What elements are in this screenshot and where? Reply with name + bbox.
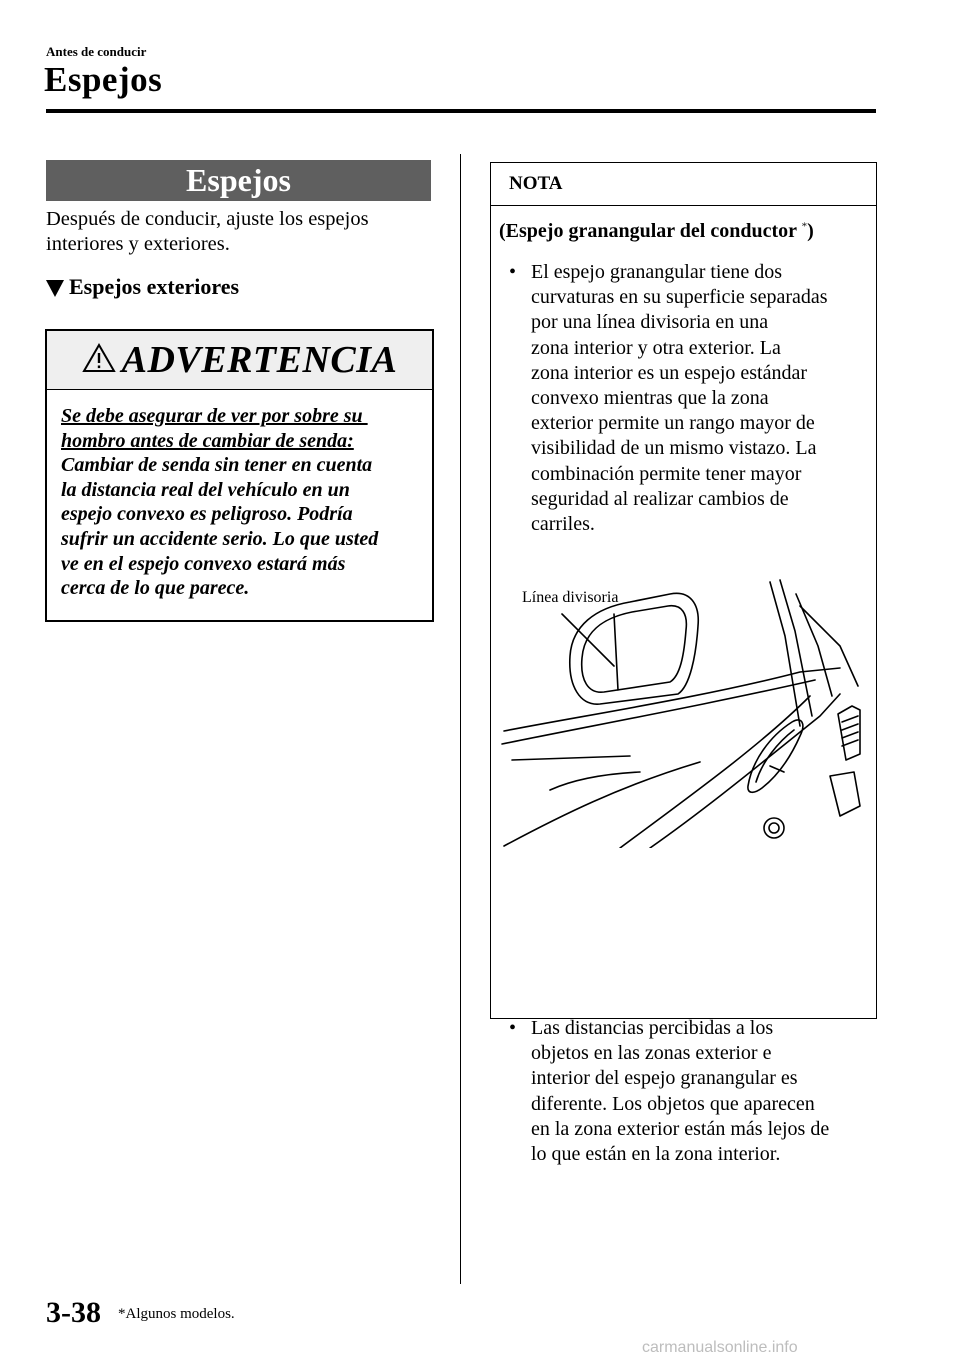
warning-title: ADVERTENCIA: [121, 339, 398, 381]
note-header: [491, 163, 876, 206]
warning-line: hombro antes de cambiar de senda:: [61, 429, 354, 452]
note-title: NOTA: [509, 173, 563, 194]
footnote: *Algunos modelos.: [118, 1306, 235, 1322]
running-header-section: Antes de conducir: [46, 44, 147, 59]
warning-header: [47, 331, 432, 390]
warning-line: sufrir un accidente serio. Lo que usted: [61, 527, 379, 550]
bullet-line: El espejo granangular tiene dos: [531, 261, 783, 283]
watermark: carmanualsonline.info: [642, 1339, 798, 1356]
mirror-illustration: [500, 576, 862, 848]
warning-line: espejo convexo es peligroso. Podría: [61, 503, 353, 526]
header-rule: [46, 109, 876, 113]
page-number: 3-38: [46, 1296, 101, 1329]
warning-triangle-icon: [82, 343, 116, 373]
sub-heading: [46, 274, 239, 300]
bullet-line: Las distancias percibidas a los: [531, 1017, 774, 1039]
bullet-line: combinación permite tener mayor: [531, 462, 802, 485]
bullet-line: zona interior y otra exterior. La: [531, 336, 781, 359]
asterisk-mark: *: [801, 220, 808, 233]
bullet-dot: •: [509, 1017, 517, 1039]
warning-line: cerca de lo que parece.: [61, 577, 250, 600]
bullet-text: [531, 1016, 829, 1167]
section-title: Espejos: [46, 160, 431, 201]
intro-paragraph: [46, 207, 436, 257]
warning-line: ve en el espejo convexo estará más: [61, 552, 346, 575]
bullet-line: exterior permite un rango mayor de: [531, 412, 815, 435]
running-header-title: Espejos: [44, 60, 163, 99]
warning-box: [45, 329, 434, 622]
bullet-line: zona interior es un espejo estándar: [531, 361, 808, 384]
bullet-line: convexo mientras que la zona: [531, 387, 769, 410]
bullet-line: en la zona exterior están más lejos de: [531, 1117, 830, 1140]
bullet-line: diferente. Los objetos que aparecen: [531, 1092, 815, 1115]
bullet-dot: •: [509, 261, 517, 283]
bullet-text: [531, 260, 828, 537]
intro-line: Después de conducir, ajuste los espejos: [46, 208, 369, 230]
warning-line: Se debe asegurar de ver por sobre su: [61, 405, 368, 427]
bullet-line: interior del espejo granangular es: [531, 1067, 798, 1090]
figure-label: Línea divisoria: [522, 589, 619, 606]
bullet-line: lo que están en la zona interior.: [531, 1143, 781, 1166]
note-subheading: [499, 220, 814, 243]
bullet-line: curvaturas en su superficie separadas: [531, 286, 828, 309]
intro-line: interiores y exteriores.: [46, 233, 230, 255]
bullet-line: objetos en las zonas exterior e: [531, 1042, 772, 1065]
column-divider: [460, 154, 461, 1284]
bullet-line: por una línea divisoria en una: [531, 311, 769, 334]
bullet-line: seguridad al realizar cambios de: [531, 487, 789, 510]
note-subheading-text: (Espejo granangular del conductor: [499, 220, 802, 242]
warning-line: la distancia real del vehículo en un: [61, 478, 350, 501]
warning-text: [61, 404, 431, 601]
bullet-line: carriles.: [531, 513, 595, 536]
triangle-down-icon: [46, 280, 64, 297]
bullet-line: visibilidad de un mismo vistazo. La: [531, 437, 817, 460]
warning-line: Cambiar de senda sin tener en cuenta: [61, 454, 373, 477]
note-subheading-close: ): [807, 220, 814, 242]
sub-heading-text: Espejos exteriores: [69, 274, 240, 299]
